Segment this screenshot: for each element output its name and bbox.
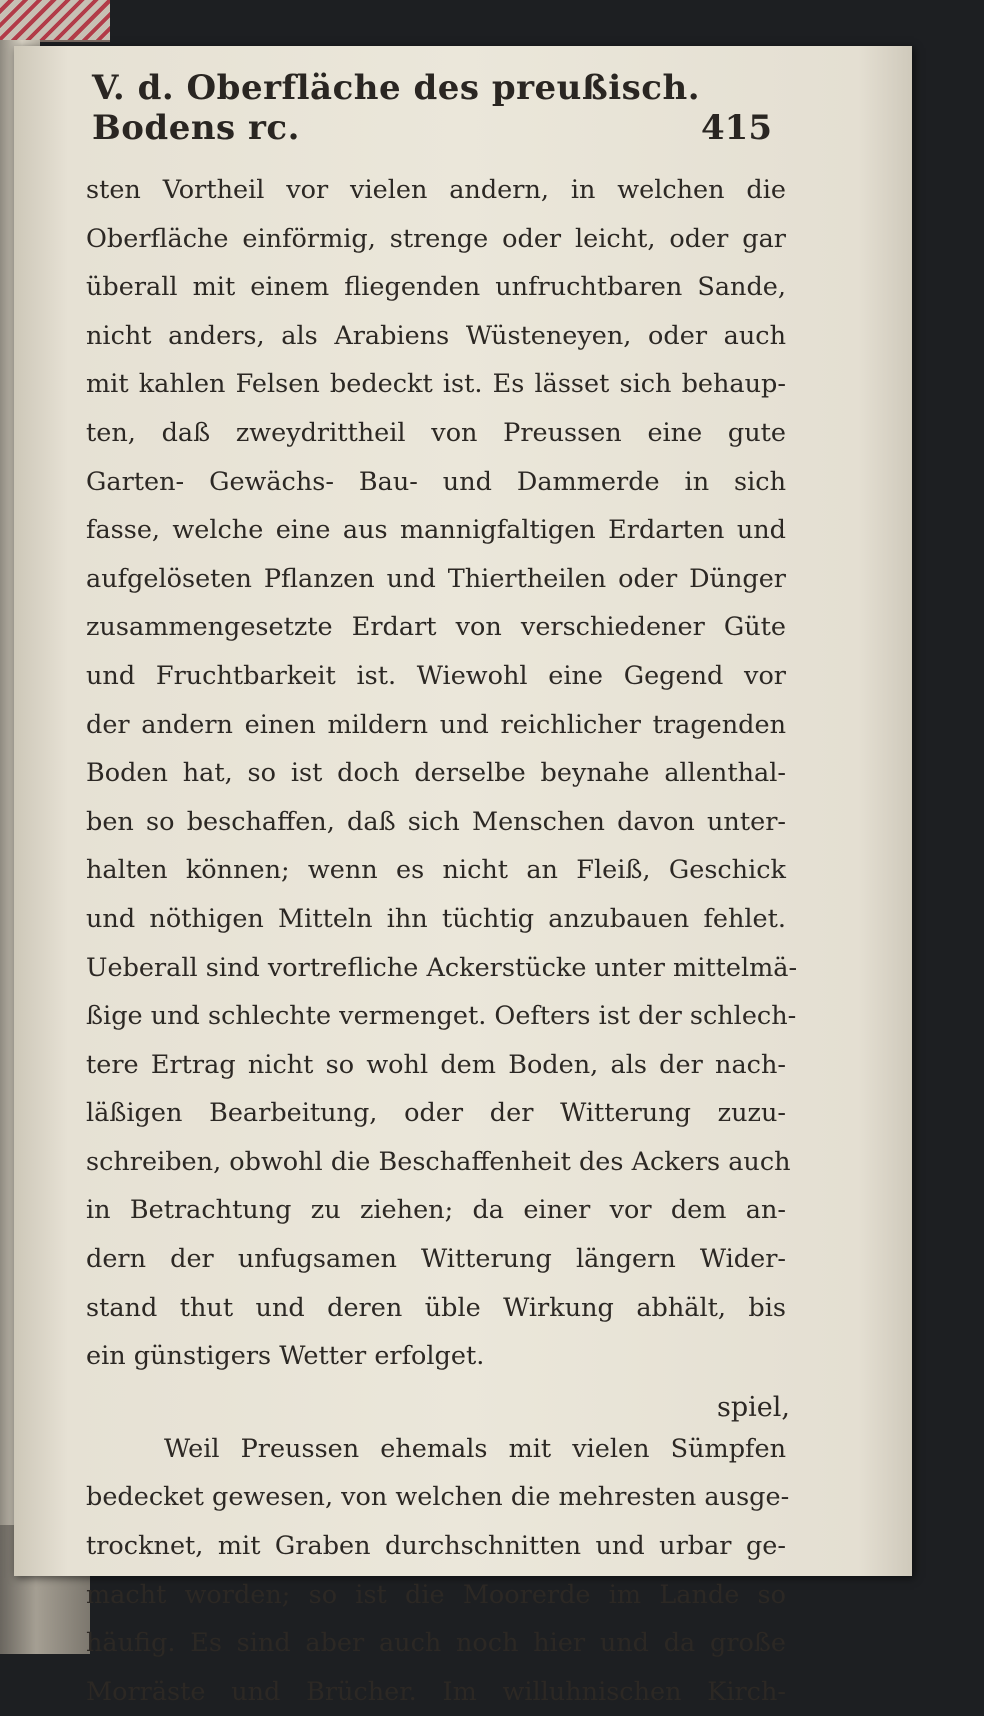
text-line: trocknet, mit Graben durchschnitten und urbar ge- [86, 1531, 786, 1562]
text-line: und nöthigen Mitteln ihn tüchtig anzubauen fehlet. [86, 903, 786, 934]
text-line: macht worden; so ist die Moorerde im Lande so [86, 1579, 786, 1610]
text-line: in Betrachtung zu ziehen; da einer vor dem an- [86, 1195, 786, 1226]
text-line: tere Ertrag nicht so wohl dem Boden, als der nach- [86, 1049, 786, 1080]
page-number: 415 [701, 108, 772, 148]
text-line: schreiben, obwohl die Beschaffenheit des Ackers auch [86, 1146, 791, 1177]
text-line: Boden hat, so ist doch derselbe beynahe allenthal- [86, 758, 786, 789]
text-line: läßigen Bearbeitung, oder der Witterung zuzu- [86, 1098, 786, 1129]
text-line: nicht anders, als Arabiens Wüsteneyen, oder auch [86, 320, 786, 351]
text-line: der andern einen mildern und reichlicher tragenden [86, 709, 786, 740]
text-line: sten Vortheil vor vielen andern, in welchen die [86, 175, 786, 205]
text-line: Weil Preussen ehemals mit vielen Sümpfen [164, 1433, 786, 1464]
bookmark-ribbon [0, 0, 110, 42]
text-line: ßige und schlechte vermenget. Oefters ist der schlech- [86, 1001, 797, 1032]
catchword: spiel, [717, 1392, 790, 1423]
paragraph-gap [86, 1381, 786, 1425]
text-line: bedecket gewesen, von welchen die mehresten ausge- [86, 1482, 790, 1513]
text-line: Garten- Gewächs- Bau- und Dammerde in sich [86, 466, 786, 497]
text-line: fasse, welche eine aus mannigfaltigen Erdarten und [86, 515, 786, 546]
text-line: stand thut und deren üble Wirkung abhält, bis [86, 1292, 786, 1323]
text-line: halten können; wenn es nicht an Fleiß, Geschick [86, 855, 786, 886]
text-line: zusammengesetzte Erdart von verschiedener Güte [86, 612, 786, 643]
text-line: Oberfläche einförmig, strenge oder leicht, oder gar [86, 223, 786, 254]
text-line: Morräste und Brücher. Im willuhnischen Kirch- [86, 1676, 786, 1707]
text-line: häufig. Es sind aber auch noch hier und da große [86, 1628, 786, 1659]
text-line: ein günstigers Wetter erfolget. [86, 1341, 485, 1372]
running-title: V. d. Oberfläche des preußisch. Bodens rc. [92, 68, 701, 148]
text-line: mit kahlen Felsen bedeckt ist. Es lässet sich behaup- [86, 369, 786, 400]
text-line: überall mit einem fliegenden unfruchtbaren Sande, [86, 272, 786, 303]
paragraph-2 [86, 1425, 790, 1716]
text-line: dern der unfugsamen Witterung längern Wider- [86, 1244, 786, 1275]
text-line: aufgelöseten Pflanzen und Thiertheilen oder Dünger [86, 563, 786, 594]
body-text [86, 166, 798, 1716]
text-line: ben so beschaffen, daß sich Menschen davon unter- [86, 806, 786, 837]
text-line: ten, daß zweydrittheil von Preussen eine gute [86, 417, 786, 448]
text-line: und Fruchtbarkeit ist. Wiewohl eine Gegend vor [86, 660, 786, 691]
page-header [92, 68, 772, 148]
text-line: Ueberall sind vortrefliche Ackerstücke unter mittelmä- [86, 952, 798, 983]
paragraph-1 [86, 166, 798, 1381]
